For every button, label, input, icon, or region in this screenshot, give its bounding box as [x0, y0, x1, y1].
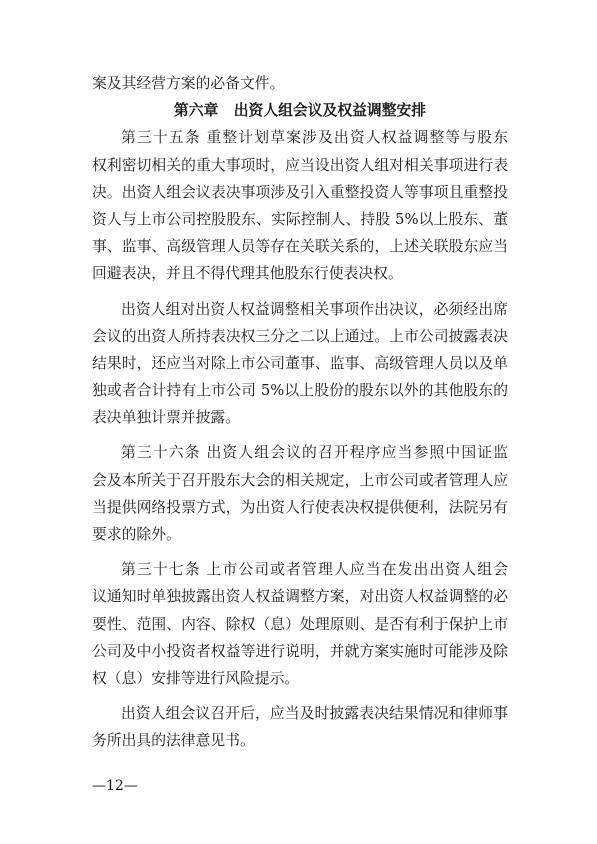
- paragraph-line: 第三十七条 上市公司或者管理人应当在发出出资人组会: [121, 561, 508, 579]
- paragraph-line: 权利密切相关的重大事项时，应当设出资人组对相关事项进行表: [92, 156, 508, 174]
- paragraph-line: 当提供网络投票方式，为出资人行使表决权提供便利，法院另有: [92, 498, 508, 516]
- paragraph-gap: [92, 288, 508, 296]
- paragraph-line: 出资人组会议召开后，应当及时披露表决结果情况和律师事: [121, 705, 508, 723]
- paragraph-disclosure: [92, 700, 508, 754]
- paragraph-line: 务所出具的法律意见书。: [92, 732, 255, 750]
- paragraph-line: 第三十六条 出资人组会议的召开程序应当参照中国证监: [121, 444, 508, 462]
- paragraph-line: 要求的除外。: [92, 526, 181, 543]
- chapter-title: 第六章 出资人组会议及权益调整安排: [173, 102, 427, 120]
- paragraph-line: 公司及中小投资者权益等进行说明，并就方案实施时可能涉及除: [92, 642, 508, 660]
- paragraph-gap: [92, 692, 508, 700]
- paragraph-line: 出资人组对出资人权益调整相关事项作出决议，必须经出席: [121, 300, 508, 318]
- opening-line: 案及其经营方案的必备文件。: [92, 75, 285, 92]
- paragraph-article-35: [92, 124, 508, 287]
- paragraph-gap: [92, 431, 508, 439]
- paragraph-line: 要性、范围、内容、除权（息）处理原则、是否有利于保护上市: [92, 615, 508, 633]
- paragraph-line: 权（息）安排等进行风险提示。: [92, 669, 300, 687]
- paragraph-line: 事、监事、高级管理人员等存在关联关系的，上述关联股东应当: [92, 238, 508, 256]
- page-number: —12—: [92, 778, 138, 794]
- paragraph-line: 第三十五条 重整计划草案涉及出资人权益调整等与股东: [121, 129, 508, 147]
- paragraph-article-36: [92, 439, 508, 548]
- paragraph-line: 议通知时单独披露出资人权益调整方案，对出资人权益调整的必: [92, 588, 508, 606]
- paragraph-line: 会及本所关于召开股东大会的相关规定，上市公司或者管理人应: [92, 471, 508, 489]
- document-body: [92, 70, 508, 755]
- paragraph-line: 独或者合计持有上市公司 5%以上股份的股东以外的其他股东的: [92, 382, 508, 400]
- paragraph-resolution: [92, 296, 508, 432]
- paragraph-article-37: [92, 556, 508, 692]
- paragraph-gap: [92, 548, 508, 556]
- paragraph-line: 结果时，还应当对除上市公司董事、监事、高级管理人员以及单: [92, 354, 508, 372]
- paragraph-line: 资人与上市公司控股股东、实际控制人、持股 5%以上股东、董: [92, 210, 508, 228]
- paragraph-line: 表决单独计票并披露。: [92, 409, 240, 427]
- paragraph-line: 决。出资人组会议表决事项涉及引入重整投资人等事项且重整投: [92, 183, 508, 201]
- paragraph-line: 会议的出资人所持表决权三分之二以上通过。上市公司披露表决: [92, 327, 508, 345]
- paragraph-line: 回避表决，并且不得代理其他股东行使表决权。: [92, 265, 403, 283]
